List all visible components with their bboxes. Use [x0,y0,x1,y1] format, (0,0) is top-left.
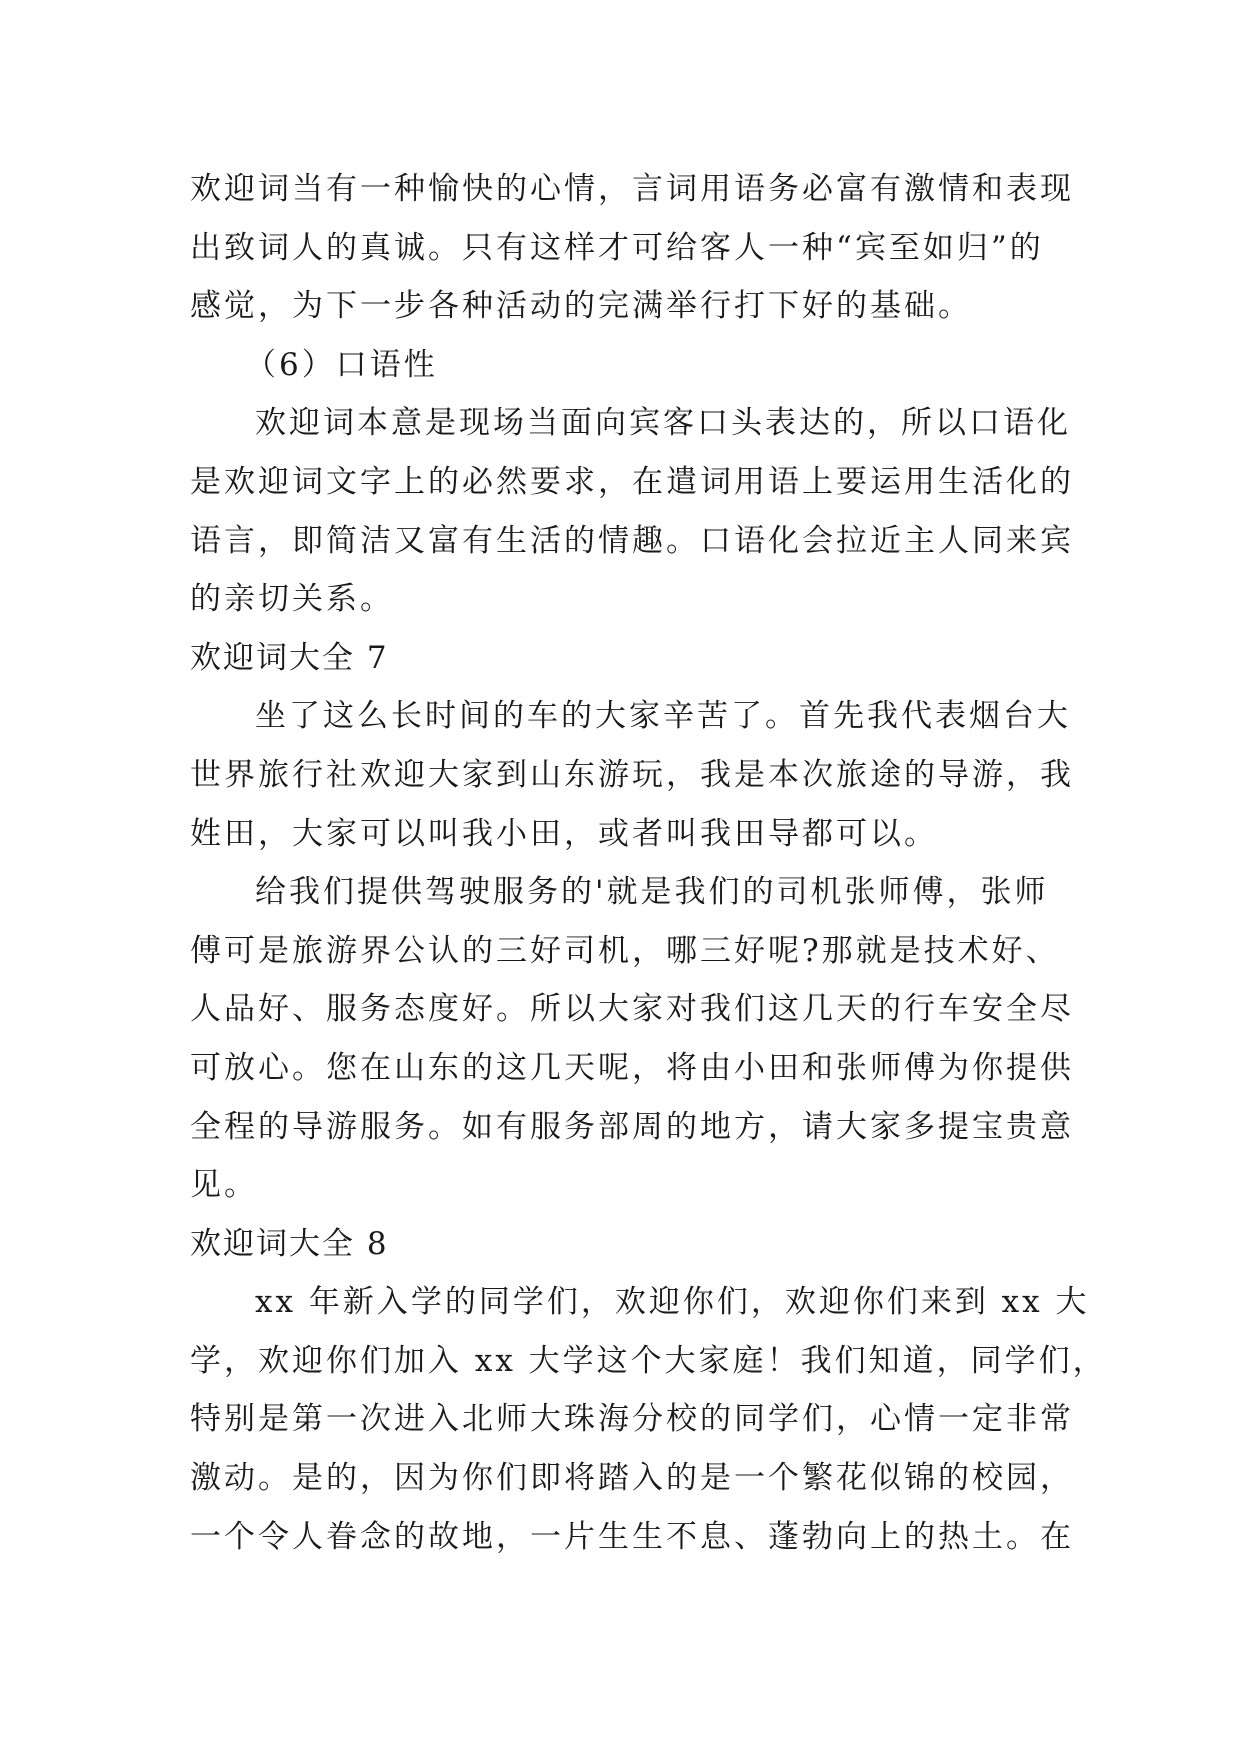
paragraph-line: 欢迎词本意是现场当面向宾客口头表达的，所以口语化 [255,405,1071,442]
paragraph-line: xx 年新入学的同学们，欢迎你们，欢迎你们来到 xx 大 [255,1284,1090,1321]
paragraph-line: 给我们提供驾驶服务的'就是我们的司机张师傅，张师 [255,874,1049,911]
paragraph-line: 傅可是旅游界公认的三好司机，哪三好呢?那就是技术好、 [190,932,1060,969]
paragraph-line: 一个令人眷念的故地，一片生生不息、蓬勃向上的热土。在 [190,1518,1074,1555]
paragraph-line: 是欢迎词文字上的必然要求，在遣词用语上要运用生活化的 [190,463,1074,500]
paragraph-line: 姓田，大家可以叫我小田，或者叫我田导都可以。 [190,815,938,852]
paragraph-line: 坐了这么长时间的车的大家辛苦了。首先我代表烟台大 [255,698,1071,735]
paragraph-line: 可放心。您在山东的这几天呢，将由小田和张师傅为你提供 [190,1049,1074,1086]
paragraph-line: 世界旅行社欢迎大家到山东游玩，我是本次旅途的导游，我 [190,756,1074,793]
document-body [190,160,1107,1566]
paragraph-line: 感觉，为下一步各种活动的完满举行打下好的基础。 [190,288,972,325]
paragraph-line: 出致词人的真诚。只有这样才可给客人一种“宾至如归”的 [190,229,1044,266]
section-heading: 欢迎词大全 8 [190,1225,389,1262]
paragraph-line: 人品好、服务态度好。所以大家对我们这几天的行车安全尽 [190,991,1074,1028]
section-heading: 欢迎词大全 7 [190,639,389,676]
paragraph-line: 全程的导游服务。如有服务部周的地方，请大家多提宝贵意 [190,1108,1074,1145]
paragraph-line: 欢迎词当有一种愉快的心情，言词用语务必富有激情和表现 [190,171,1074,207]
paragraph-line: 激动。是的，因为你们即将踏入的是一个繁花似锦的校园， [190,1460,1074,1497]
paragraph-line: 的亲切关系。 [190,581,394,618]
paragraph-line: 见。 [190,1167,258,1204]
paragraph-line: 特别是第一次进入北师大珠海分校的同学们，心情一定非常 [190,1401,1074,1438]
paragraph-line: 语言，即简洁又富有生活的情趣。口语化会拉近主人同来宾 [190,522,1074,559]
paragraph-line: 学，欢迎你们加入 xx 大学这个大家庭！我们知道，同学们， [190,1342,1107,1379]
subsection-heading: （6）口语性 [245,346,438,383]
